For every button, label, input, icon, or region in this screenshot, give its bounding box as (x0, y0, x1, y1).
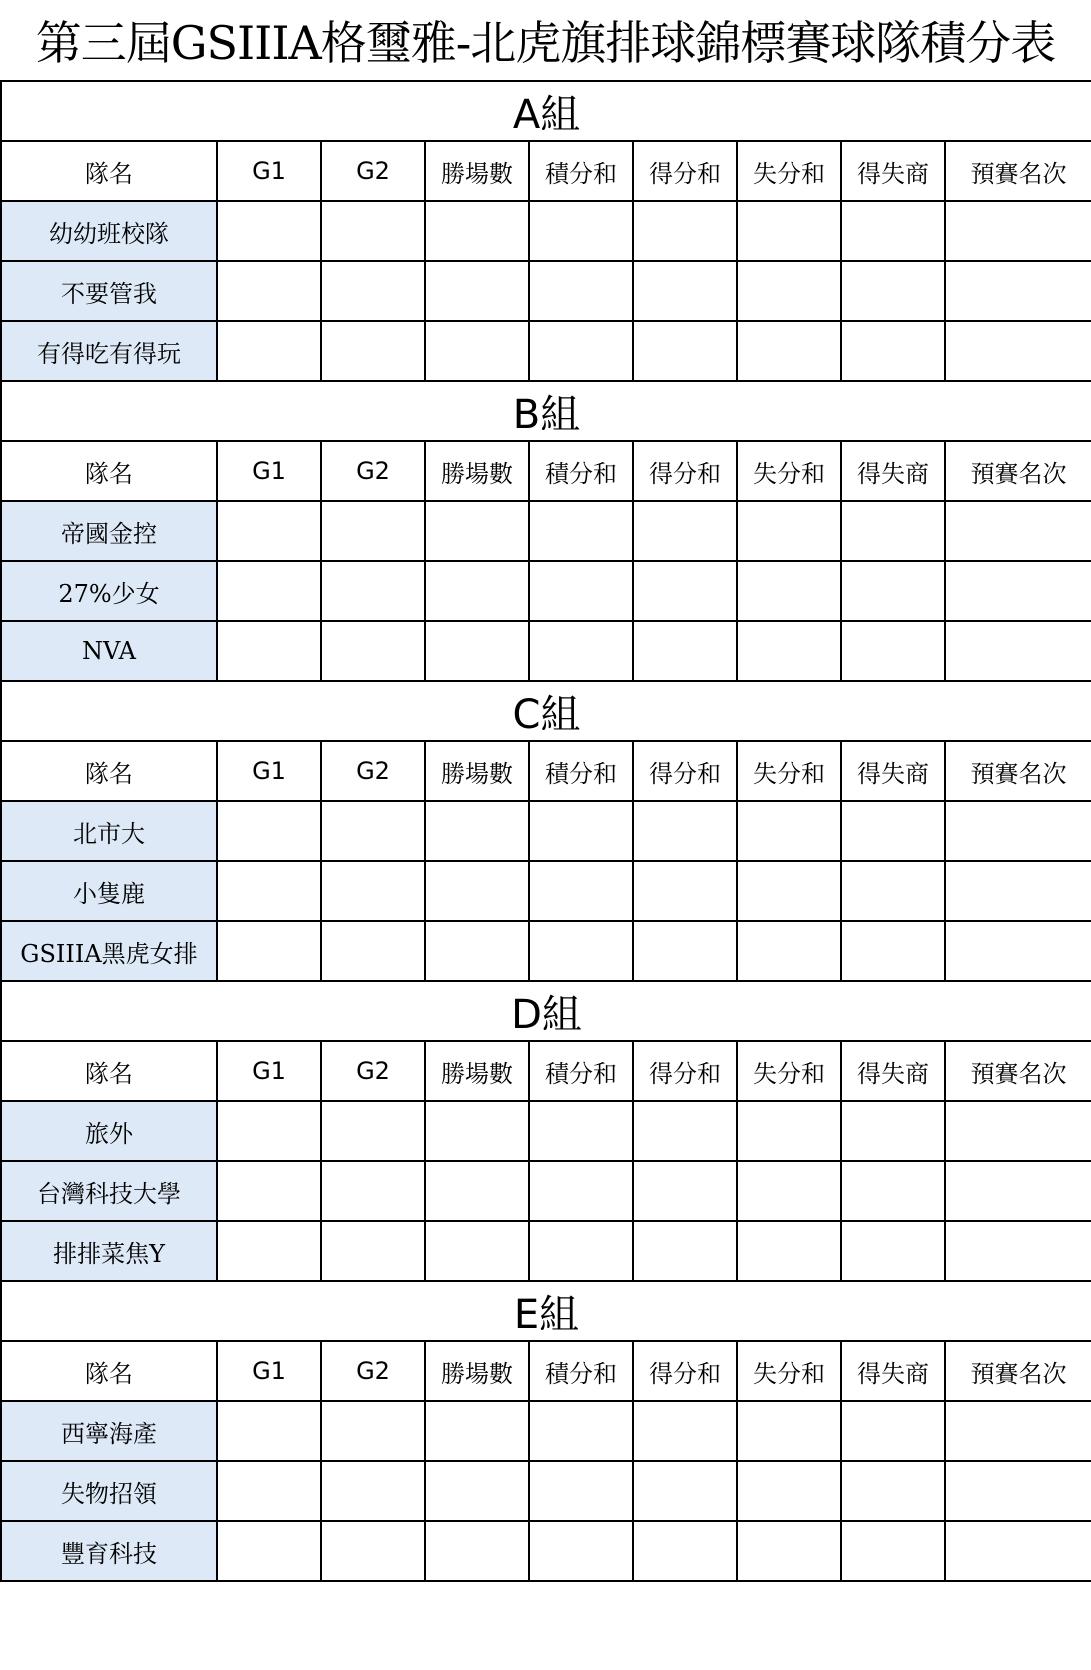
score-cell (321, 1101, 425, 1161)
score-cell (425, 561, 529, 621)
score-cell (841, 561, 945, 621)
score-cell (529, 201, 633, 261)
score-cell (841, 201, 945, 261)
score-cell (425, 321, 529, 381)
group-label: C組 (1, 681, 1091, 741)
group-label-row (1, 81, 1091, 141)
score-cell (737, 1521, 841, 1581)
team-name-cell: 27%少女 (1, 561, 217, 621)
standings-table (0, 80, 1091, 1582)
column-header: G1 (217, 141, 321, 201)
column-header: G2 (321, 1341, 425, 1401)
score-cell (321, 1221, 425, 1281)
score-cell (633, 1161, 737, 1221)
column-header: 得失商 (841, 141, 945, 201)
team-name-cell: GSIIIA黑虎女排 (1, 921, 217, 981)
score-cell (217, 561, 321, 621)
score-cell (737, 621, 841, 681)
score-cell (945, 1461, 1091, 1521)
column-header: 積分和 (529, 1041, 633, 1101)
score-cell (529, 321, 633, 381)
column-header: 積分和 (529, 441, 633, 501)
score-cell (737, 1461, 841, 1521)
score-cell (945, 861, 1091, 921)
score-cell (945, 261, 1091, 321)
score-cell (737, 201, 841, 261)
score-cell (737, 261, 841, 321)
score-cell (425, 1401, 529, 1461)
score-cell (217, 921, 321, 981)
score-cell (217, 321, 321, 381)
score-cell (529, 501, 633, 561)
column-header: 失分和 (737, 441, 841, 501)
score-cell (529, 1101, 633, 1161)
score-cell (945, 561, 1091, 621)
score-cell (321, 561, 425, 621)
column-header: G1 (217, 1041, 321, 1101)
column-header: G1 (217, 441, 321, 501)
score-cell (217, 261, 321, 321)
score-cell (737, 501, 841, 561)
score-cell (841, 501, 945, 561)
score-cell (425, 1161, 529, 1221)
team-name-cell: 北市大 (1, 801, 217, 861)
column-header: G1 (217, 741, 321, 801)
team-name-cell: 西寧海產 (1, 1401, 217, 1461)
score-cell (217, 1221, 321, 1281)
team-row (1, 321, 1091, 381)
score-cell (321, 801, 425, 861)
score-cell (945, 1221, 1091, 1281)
score-cell (633, 921, 737, 981)
column-header-row (1, 1341, 1091, 1401)
column-header: G2 (321, 141, 425, 201)
column-header: 預賽名次 (945, 441, 1091, 501)
column-header: 隊名 (1, 1041, 217, 1101)
score-cell (633, 561, 737, 621)
column-header: 預賽名次 (945, 741, 1091, 801)
column-header: 得分和 (633, 1041, 737, 1101)
team-name-cell: 豐育科技 (1, 1521, 217, 1581)
score-cell (425, 1521, 529, 1581)
column-header-row (1, 1041, 1091, 1101)
column-header: 預賽名次 (945, 141, 1091, 201)
column-header: 勝場數 (425, 141, 529, 201)
column-header: 得失商 (841, 1041, 945, 1101)
column-header: 失分和 (737, 1041, 841, 1101)
score-cell (737, 321, 841, 381)
group-label: E組 (1, 1281, 1091, 1341)
score-cell (945, 1161, 1091, 1221)
column-header: 得分和 (633, 141, 737, 201)
score-cell (425, 501, 529, 561)
score-cell (425, 861, 529, 921)
column-header: 隊名 (1, 1341, 217, 1401)
score-cell (425, 1101, 529, 1161)
score-cell (217, 621, 321, 681)
score-cell (321, 261, 425, 321)
score-cell (321, 861, 425, 921)
group-label-row (1, 681, 1091, 741)
score-cell (529, 1521, 633, 1581)
team-name-cell: 不要管我 (1, 261, 217, 321)
score-cell (945, 1101, 1091, 1161)
column-header: 得分和 (633, 741, 737, 801)
score-cell (321, 1521, 425, 1581)
team-row (1, 861, 1091, 921)
score-cell (633, 501, 737, 561)
score-cell (945, 921, 1091, 981)
score-cell (529, 1221, 633, 1281)
score-cell (945, 201, 1091, 261)
score-cell (217, 1521, 321, 1581)
score-cell (529, 861, 633, 921)
score-cell (945, 501, 1091, 561)
team-row (1, 261, 1091, 321)
column-header: G2 (321, 741, 425, 801)
column-header: 積分和 (529, 141, 633, 201)
score-cell (633, 1101, 737, 1161)
score-cell (633, 201, 737, 261)
score-cell (321, 921, 425, 981)
score-cell (217, 861, 321, 921)
team-row (1, 1221, 1091, 1281)
score-cell (217, 1101, 321, 1161)
column-header: 積分和 (529, 741, 633, 801)
team-name-cell: 排排菜焦Y (1, 1221, 217, 1281)
column-header: G2 (321, 441, 425, 501)
score-cell (841, 1461, 945, 1521)
column-header: G1 (217, 1341, 321, 1401)
score-cell (529, 261, 633, 321)
score-cell (945, 801, 1091, 861)
score-cell (529, 1401, 633, 1461)
column-header: 得失商 (841, 741, 945, 801)
column-header: 勝場數 (425, 1041, 529, 1101)
score-cell (321, 1401, 425, 1461)
score-cell (217, 201, 321, 261)
score-cell (321, 621, 425, 681)
score-cell (321, 321, 425, 381)
column-header: 失分和 (737, 1341, 841, 1401)
column-header: 勝場數 (425, 441, 529, 501)
score-cell (633, 801, 737, 861)
score-cell (321, 501, 425, 561)
column-header: 預賽名次 (945, 1041, 1091, 1101)
score-cell (841, 801, 945, 861)
group-label-row (1, 381, 1091, 441)
team-name-cell: 台灣科技大學 (1, 1161, 217, 1221)
score-cell (217, 801, 321, 861)
score-cell (217, 1161, 321, 1221)
team-name-cell: 小隻鹿 (1, 861, 217, 921)
team-row (1, 801, 1091, 861)
score-cell (841, 1221, 945, 1281)
score-cell (841, 1101, 945, 1161)
score-cell (737, 921, 841, 981)
group-label: B組 (1, 381, 1091, 441)
score-cell (633, 1521, 737, 1581)
column-header: 積分和 (529, 1341, 633, 1401)
score-cell (737, 1101, 841, 1161)
score-cell (841, 1161, 945, 1221)
score-cell (841, 321, 945, 381)
score-cell (841, 621, 945, 681)
score-cell (737, 861, 841, 921)
score-cell (945, 1401, 1091, 1461)
team-row (1, 561, 1091, 621)
team-row (1, 621, 1091, 681)
score-cell (529, 921, 633, 981)
team-row (1, 1521, 1091, 1581)
score-cell (529, 1461, 633, 1521)
score-cell (425, 621, 529, 681)
score-cell (945, 1521, 1091, 1581)
column-header: 得失商 (841, 1341, 945, 1401)
score-cell (529, 1161, 633, 1221)
score-cell (633, 861, 737, 921)
score-cell (321, 1461, 425, 1521)
score-cell (945, 321, 1091, 381)
score-cell (217, 1461, 321, 1521)
column-header: 勝場數 (425, 741, 529, 801)
column-header-row (1, 441, 1091, 501)
score-cell (425, 801, 529, 861)
team-row (1, 501, 1091, 561)
column-header: 失分和 (737, 741, 841, 801)
team-name-cell: 有得吃有得玩 (1, 321, 217, 381)
team-name-cell: 帝國金控 (1, 501, 217, 561)
team-name-cell: 旅外 (1, 1101, 217, 1161)
column-header: 隊名 (1, 741, 217, 801)
score-cell (321, 201, 425, 261)
score-cell (425, 1221, 529, 1281)
score-cell (945, 621, 1091, 681)
score-cell (529, 561, 633, 621)
team-row (1, 201, 1091, 261)
column-header: 勝場數 (425, 1341, 529, 1401)
group-label: D組 (1, 981, 1091, 1041)
score-cell (425, 261, 529, 321)
score-cell (633, 621, 737, 681)
score-cell (841, 261, 945, 321)
column-header: 預賽名次 (945, 1341, 1091, 1401)
score-cell (737, 1161, 841, 1221)
score-cell (425, 921, 529, 981)
score-cell (633, 261, 737, 321)
score-cell (529, 801, 633, 861)
score-cell (633, 1401, 737, 1461)
group-label-row (1, 1281, 1091, 1341)
score-cell (633, 1221, 737, 1281)
score-cell (841, 921, 945, 981)
score-cell (529, 621, 633, 681)
score-cell (425, 1461, 529, 1521)
score-cell (737, 1401, 841, 1461)
column-header: 得失商 (841, 441, 945, 501)
score-cell (321, 1161, 425, 1221)
team-row (1, 1461, 1091, 1521)
team-row (1, 921, 1091, 981)
score-cell (737, 801, 841, 861)
score-cell (217, 1401, 321, 1461)
score-cell (841, 1401, 945, 1461)
column-header: 隊名 (1, 141, 217, 201)
team-row (1, 1161, 1091, 1221)
score-cell (737, 561, 841, 621)
score-cell (425, 201, 529, 261)
score-cell (633, 321, 737, 381)
team-row (1, 1401, 1091, 1461)
score-cell (841, 861, 945, 921)
column-header: 得分和 (633, 441, 737, 501)
score-cell (737, 1221, 841, 1281)
column-header: 隊名 (1, 441, 217, 501)
group-label-row (1, 981, 1091, 1041)
column-header-row (1, 741, 1091, 801)
column-header: 得分和 (633, 1341, 737, 1401)
team-row (1, 1101, 1091, 1161)
group-label: A組 (1, 81, 1091, 141)
score-cell (841, 1521, 945, 1581)
score-cell (217, 501, 321, 561)
column-header: 失分和 (737, 141, 841, 201)
score-cell (633, 1461, 737, 1521)
sheet-title: 第三屆GSIIIA格璽雅-北虎旗排球錦標賽球隊積分表 (35, 16, 1056, 70)
team-name-cell: NVA (1, 621, 217, 681)
team-name-cell: 失物招領 (1, 1461, 217, 1521)
team-name-cell: 幼幼班校隊 (1, 201, 217, 261)
column-header-row (1, 141, 1091, 201)
column-header: G2 (321, 1041, 425, 1101)
